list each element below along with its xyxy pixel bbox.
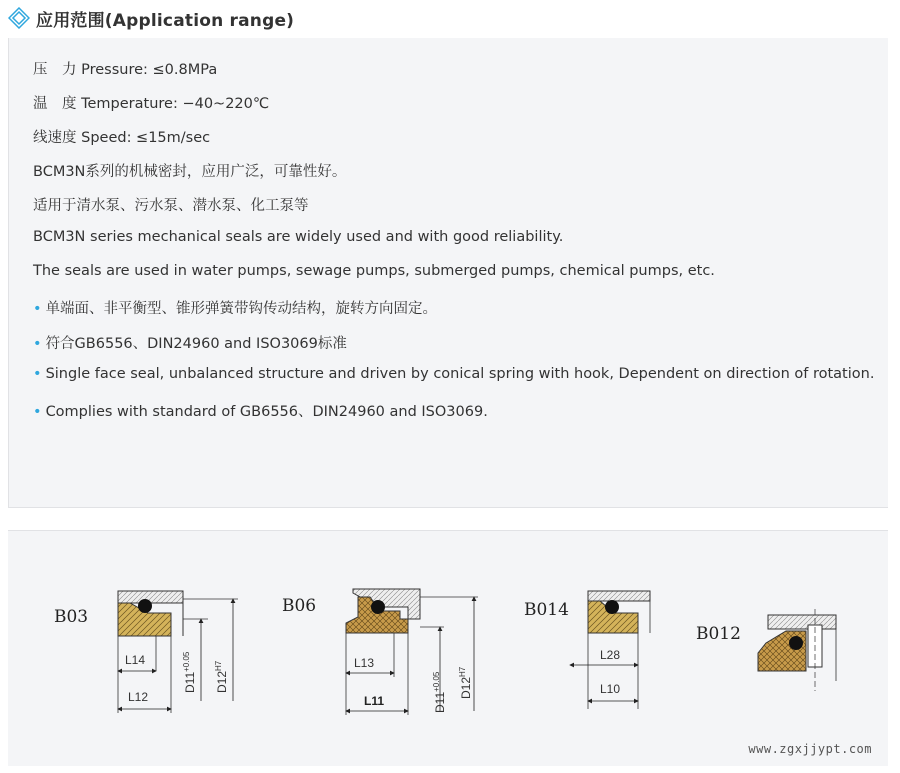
- seat-b012-label: B012: [696, 624, 741, 644]
- bullet-icon: •: [33, 336, 42, 352]
- feature-bullet: • 符合GB6556、DIN24960 and ISO3069标准: [33, 336, 347, 352]
- dim-label: L13: [354, 656, 375, 670]
- cn-applications: 适用于清水泵、污水泵、潜水泵、化工泵等: [33, 198, 309, 214]
- feature-bullet: • Complies with standard of GB6556、DIN24960 and ISO3069.: [33, 404, 488, 420]
- svg-text:D11+0.05: $D11^{+0.05}$: [182, 651, 197, 693]
- en-description: BCM3N series mechanical seals are widely used and with good reliability.: [33, 229, 564, 245]
- dim-label: L10: [600, 682, 621, 696]
- temperature-spec: 温 度 Temperature: −40~220℃: [33, 96, 270, 112]
- pressure-spec: 压 力 Pressure: ≤0.8MPa: [33, 62, 218, 78]
- seat-diagram-panel: [8, 530, 888, 766]
- dim-label: D11: [433, 691, 447, 713]
- housing: [118, 591, 183, 603]
- seat-b03-label: B03: [54, 607, 89, 627]
- feature-bullet: • Single face seal, unbalanced structure and driven by conical spring with hook, Dependent on direction of rotation.: [33, 366, 875, 382]
- bullet-icon: •: [33, 404, 42, 420]
- dim-label: D12: [215, 670, 229, 693]
- housing: [588, 591, 650, 601]
- bullet-icon: •: [33, 301, 42, 317]
- seat-b014-label: B014: [524, 600, 569, 620]
- diamond-icon: [8, 7, 30, 29]
- o-ring: [605, 600, 619, 614]
- seat-diagrams: [8, 531, 888, 767]
- dim-label: L28: [600, 648, 621, 662]
- dim-label: D12: [459, 676, 473, 699]
- o-ring: [371, 600, 385, 614]
- dim-label: L11: [364, 694, 385, 708]
- housing: [768, 615, 836, 629]
- spec-panel: [8, 38, 888, 508]
- section-title: 应用范围(Application range): [36, 10, 295, 31]
- cn-description: BCM3N系列的机械密封，应用广泛，可靠性好。: [33, 164, 347, 180]
- watermark: www.zgxjjypt.com: [748, 742, 872, 756]
- svg-text:D11+0.05: $D11^{+0.05}$: [432, 671, 447, 713]
- speed-spec: 线速度 Speed: ≤15m/sec: [33, 130, 211, 146]
- feature-bullet: • 单端面、非平衡型、锥形弹簧带钩传动结构，旋转方向固定。: [33, 301, 438, 317]
- seat-b012: [696, 609, 836, 691]
- dim-label: L12: [128, 690, 149, 704]
- o-ring: [789, 636, 803, 650]
- dim-label: D11: [183, 671, 197, 693]
- dim-label: L14: [125, 653, 146, 667]
- seat-b06-label: B06: [282, 596, 317, 616]
- svg-text:D12H7: $D12^{H7}$: [458, 666, 473, 699]
- seat-b014: [524, 591, 650, 709]
- o-ring: [138, 599, 152, 613]
- bullet-icon: •: [33, 366, 42, 382]
- seat-b06: [282, 589, 478, 715]
- svg-text:D12H7: $D12^{H7}$: [214, 660, 229, 693]
- section-header: [8, 4, 294, 32]
- seat-b03: [54, 591, 238, 713]
- en-applications: The seals are used in water pumps, sewage pumps, submerged pumps, chemical pumps, etc.: [33, 263, 715, 279]
